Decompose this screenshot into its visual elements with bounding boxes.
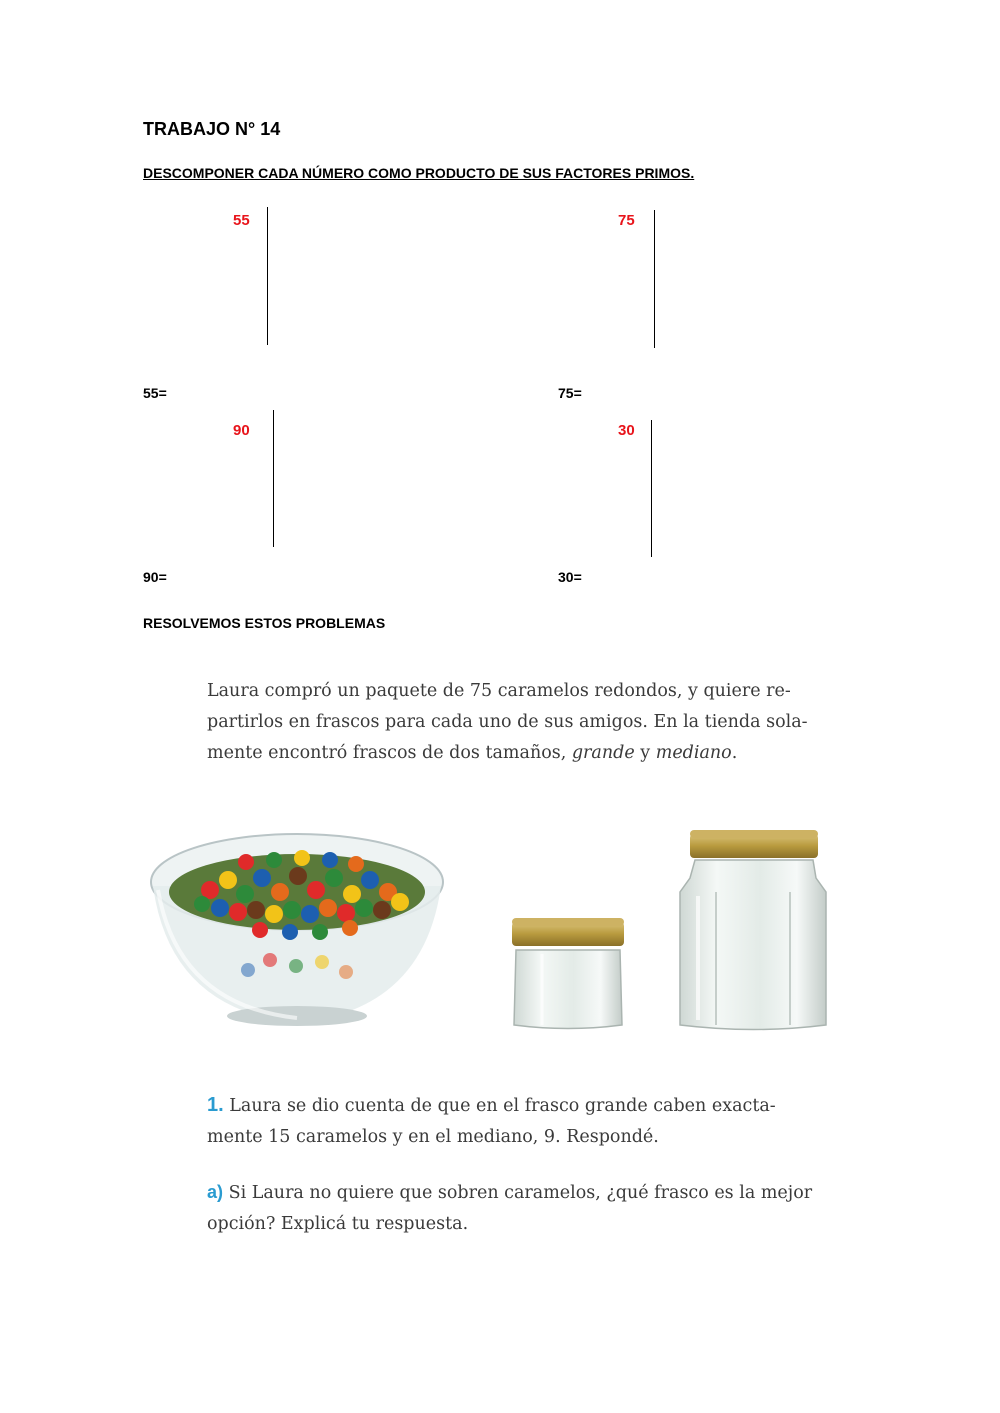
answer-label-55: 55=	[143, 385, 167, 401]
question-1	[207, 1090, 847, 1153]
intro-text: y	[634, 743, 656, 763]
candy-bowl	[151, 834, 443, 1026]
factor-number-55: 55	[233, 212, 250, 229]
factor-divider-line	[651, 420, 652, 557]
intro-line: Laura compró un paquete de 75 caramelos redondos, y quiere re-	[207, 681, 791, 701]
page-title: TRABAJO N° 14	[143, 119, 281, 139]
question-text: Laura se dio cuenta de que en el frasco grande caben exacta-	[229, 1096, 776, 1116]
candy-and-jars-illustration	[150, 820, 850, 1050]
word-grande: grande	[571, 743, 635, 763]
factor-divider-line	[654, 210, 655, 348]
answer-label-75: 75=	[558, 385, 582, 401]
factor-number-75: 75	[618, 212, 635, 229]
question-a	[207, 1177, 847, 1240]
answer-label-30: 30=	[558, 569, 582, 585]
instruction: DESCOMPONER CADA NÚMERO COMO PRODUCTO DE SUS FACTORES PRIMOS.	[143, 165, 695, 181]
factor-number-90: 90	[233, 422, 250, 439]
question-letter: a)	[207, 1182, 224, 1202]
intro-line: partirlos en frascos para cada uno de sus amigos. En la tienda sola-	[207, 712, 808, 732]
factor-number-30: 30	[618, 422, 635, 439]
large-jar	[680, 830, 826, 1030]
question-number: 1.	[207, 1094, 224, 1116]
book-intro	[207, 676, 847, 769]
intro-line	[207, 738, 847, 769]
intro-text: mente encontró frascos de dos tamaños,	[207, 743, 572, 763]
factor-divider-line	[273, 410, 274, 547]
question-line	[207, 1177, 847, 1209]
word-mediano: mediano	[655, 743, 732, 763]
problems-heading: RESOLVEMOS ESTOS PROBLEMAS	[143, 615, 386, 631]
question-line: opción? Explicá tu respuesta.	[207, 1214, 469, 1234]
answer-label-90: 90=	[143, 569, 167, 585]
question-text: Si Laura no quiere que sobren caramelos, ¿qué frasco es la mejor	[228, 1183, 813, 1203]
intro-text: .	[731, 743, 738, 763]
medium-jar	[512, 918, 624, 1029]
question-line: mente 15 caramelos y en el mediano, 9. Respondé.	[207, 1127, 659, 1147]
factor-divider-line	[267, 207, 268, 345]
question-line	[207, 1090, 847, 1122]
